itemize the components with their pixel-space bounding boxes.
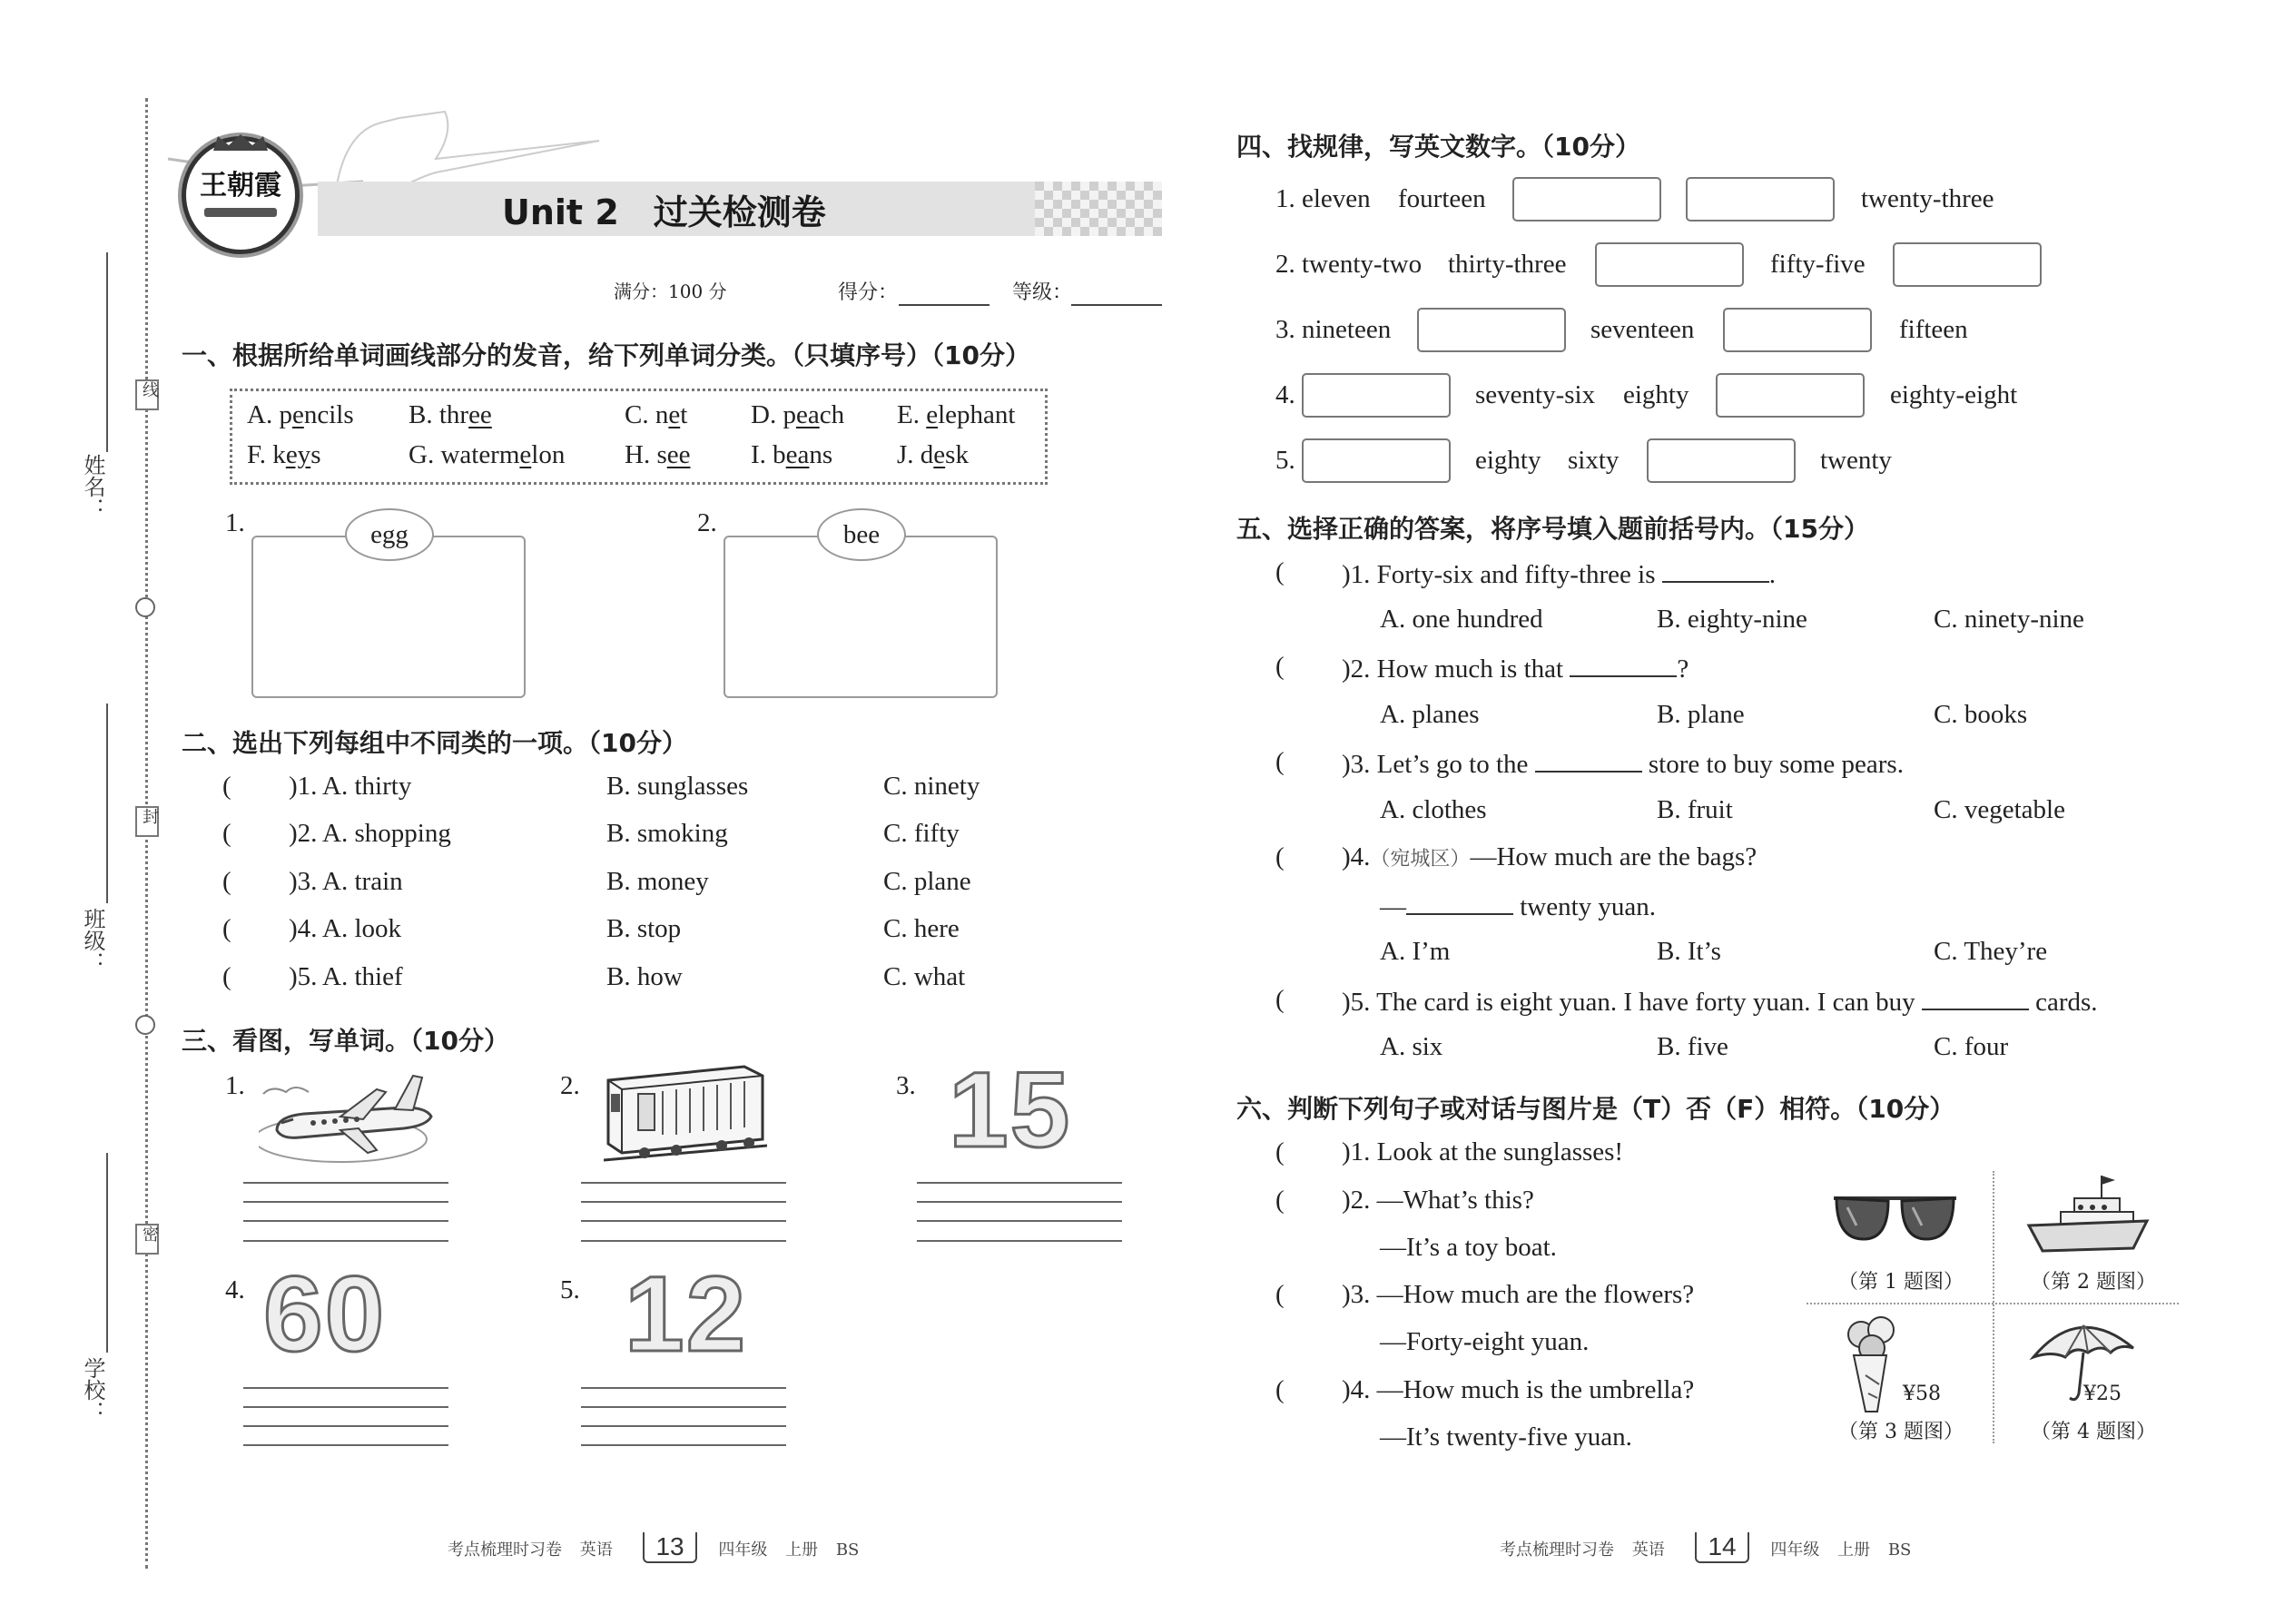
- s2-option-a: )4. A. look: [289, 914, 402, 943]
- s4-row3-box1[interactable]: [1417, 308, 1566, 352]
- s4-row4-num: 4.: [1275, 380, 1295, 409]
- crown-icon: [209, 133, 272, 153]
- binding-circle-2: [135, 1015, 155, 1035]
- picture-2-line-2[interactable]: [581, 1201, 786, 1203]
- s5-q5-a: A. six: [1380, 1032, 1443, 1061]
- s2-answer-paren[interactable]: (: [222, 914, 231, 943]
- word-bank-item: C. net: [625, 400, 688, 429]
- s4-row1-box1[interactable]: [1512, 177, 1661, 221]
- s4-row2-t2: fifty-five: [1770, 250, 1866, 279]
- picture-2-line-4[interactable]: [581, 1240, 786, 1242]
- page-title: Unit 2 过关检测卷: [502, 192, 826, 232]
- s5-q3-b: B. fruit: [1657, 795, 1733, 824]
- s4-row5-t1: eighty: [1475, 446, 1541, 475]
- s2-option-b: B. money: [606, 867, 709, 896]
- seal-mark-3: 密: [135, 1224, 159, 1255]
- s2-option-b: B. how: [606, 962, 683, 991]
- picture-5-line-1[interactable]: [581, 1387, 786, 1389]
- s5-q4-line2: — twenty yuan.: [1380, 890, 1656, 922]
- footer-left-grade: 四年级: [718, 1540, 768, 1560]
- s5-q3: [1342, 747, 1904, 780]
- grade-field[interactable]: [1071, 304, 1162, 306]
- picture-5-line-4[interactable]: [581, 1444, 786, 1446]
- picture-3-number-image: 15: [949, 1050, 1072, 1170]
- s6-q1: )1. Look at the sunglasses!: [1342, 1137, 1624, 1166]
- footer-left: [448, 1532, 859, 1563]
- s2-option-c: C. what: [883, 962, 966, 991]
- logo-text: 王朝霞: [200, 170, 281, 202]
- s5-q4-c: C. They’re: [1934, 937, 2048, 966]
- s4-row1-num: 1. eleven: [1275, 184, 1371, 213]
- s5-q2-blank[interactable]: [1570, 652, 1677, 677]
- picture-5-line-2[interactable]: [581, 1406, 786, 1408]
- score-field[interactable]: [899, 304, 989, 306]
- word-bank-item: F. keys: [247, 440, 321, 469]
- footer-right: [1500, 1532, 1911, 1563]
- s5-q4-question: —How much are the bags?: [1470, 842, 1757, 871]
- s4-row3-box2[interactable]: [1723, 308, 1872, 352]
- s4-row5-num: 5.: [1275, 446, 1295, 475]
- group-2-word-bubble: bee: [817, 508, 906, 561]
- grade-label: 等级：: [1012, 281, 1073, 304]
- picture-2-number: 2.: [560, 1071, 580, 1100]
- s5-q1: [1342, 557, 1776, 590]
- s2-option-b: B. stop: [606, 914, 682, 943]
- word-bank-item: E. elephant: [897, 400, 1016, 429]
- s5-q2-c: C. books: [1934, 700, 2028, 729]
- caption-3: （第 3 题图）: [1838, 1421, 1964, 1443]
- s5-q4-blank[interactable]: [1406, 890, 1513, 915]
- s5-q2-text: )2. How much is that: [1342, 655, 1564, 684]
- s4-row2-box1[interactable]: [1595, 242, 1744, 287]
- s4-row4-box1[interactable]: [1302, 373, 1451, 418]
- s6-q2-answer: —It’s a toy boat.: [1380, 1233, 1557, 1262]
- s5-q5-blank[interactable]: [1922, 985, 2029, 1010]
- word-bank-item: G. watermelon: [409, 440, 566, 469]
- s5-q4-paren[interactable]: (: [1275, 842, 1285, 871]
- s5-q5-end: cards.: [2035, 988, 2098, 1017]
- s5-q4-region: （宛城区）: [1370, 848, 1471, 871]
- s5-q5: [1342, 985, 2098, 1018]
- s5-q4-answer-text: twenty yuan.: [1520, 892, 1657, 921]
- group-2-number: 2.: [697, 508, 717, 537]
- s4-row3-t1: seventeen: [1590, 315, 1695, 344]
- s2-option-c: C. plane: [883, 867, 971, 896]
- picture-4-line-2[interactable]: [243, 1406, 448, 1408]
- school-line[interactable]: [106, 1153, 108, 1353]
- s4-row5-t2: sixty: [1568, 446, 1620, 475]
- picture-3-number: 3.: [896, 1071, 916, 1100]
- s5-q5-paren[interactable]: (: [1275, 985, 1285, 1014]
- s4-row4-box2[interactable]: [1716, 373, 1865, 418]
- picture-grid-vline: [1993, 1171, 1994, 1443]
- s5-q1-end: .: [1768, 560, 1777, 589]
- picture-2-line-3[interactable]: [581, 1220, 786, 1222]
- s5-q1-b: B. eighty-nine: [1657, 605, 1807, 634]
- s2-option-b: B. smoking: [606, 819, 728, 848]
- s2-option-b: B. sunglasses: [606, 772, 749, 801]
- class-label: 班级：: [80, 908, 105, 973]
- section2-title: 二、选出下列每组中不同类的一项。（10分）: [182, 728, 687, 758]
- s6-q3: )3. —How much are the flowers?: [1342, 1280, 1695, 1309]
- s6-q3-answer: —Forty-eight yuan.: [1380, 1327, 1590, 1356]
- seal-mark-2: 封: [135, 806, 159, 837]
- picture-1-number: 1.: [225, 1071, 245, 1100]
- s4-row1-box2[interactable]: [1686, 177, 1835, 221]
- s6-q3-paren[interactable]: (: [1275, 1280, 1285, 1309]
- class-line[interactable]: [106, 704, 108, 903]
- s5-q5-text: )5. The card is eight yuan. I have forty yuan. I can buy: [1342, 988, 1915, 1017]
- picture-5-number: 5.: [560, 1275, 580, 1304]
- umbrella-price: ¥25: [2083, 1383, 2122, 1405]
- brand-logo: [182, 136, 300, 254]
- group-1-word-bubble: egg: [345, 508, 434, 561]
- s5-q1-blank[interactable]: [1662, 557, 1769, 583]
- picture-4-number: 4.: [225, 1275, 245, 1304]
- word-bank-item: H. see: [625, 440, 691, 469]
- picture-1-line-1[interactable]: [243, 1182, 448, 1184]
- s5-q3-end: store to buy some pears.: [1648, 750, 1904, 779]
- word-bank-item: I. beans: [751, 440, 833, 469]
- s6-q4: )4. —How much is the umbrella?: [1342, 1375, 1695, 1404]
- binding-circle-1: [135, 597, 155, 617]
- s5-q2-b: B. plane: [1657, 700, 1745, 729]
- s4-row5-box2[interactable]: [1647, 438, 1796, 483]
- picture-5-number-image: 12: [625, 1255, 748, 1374]
- s6-q1-paren[interactable]: (: [1275, 1137, 1285, 1166]
- s2-answer-paren[interactable]: (: [222, 819, 231, 848]
- picture-3-line-1[interactable]: [917, 1182, 1122, 1184]
- s5-q3-text: )3. Let’s go to the: [1342, 750, 1529, 779]
- airplane-icon: [259, 1067, 440, 1166]
- picture-4-line-4[interactable]: [243, 1444, 448, 1446]
- footer-left-subject: 英语: [579, 1540, 613, 1560]
- name-label: 姓名：: [80, 454, 105, 519]
- score-label: 得分：: [838, 281, 899, 304]
- school-label: 学校：: [80, 1357, 105, 1422]
- word-bank-item: J. desk: [897, 440, 969, 469]
- s2-option-a: )3. A. train: [289, 867, 403, 896]
- picture-5-line-3[interactable]: [581, 1425, 786, 1427]
- seal-mark-1: 线: [135, 379, 159, 410]
- picture-4-line-3[interactable]: [243, 1425, 448, 1427]
- caption-4: （第 4 题图）: [2031, 1421, 2156, 1443]
- section3-title: 三、看图，写单词。（10分）: [182, 1026, 509, 1056]
- footer-right-volume: 上册: [1837, 1540, 1871, 1560]
- toy-boat-icon: [2024, 1171, 2151, 1262]
- s4-row4-t2: eighty: [1623, 380, 1689, 409]
- s5-q2-end: ?: [1677, 655, 1689, 684]
- s4-row5-t3: twenty: [1820, 446, 1892, 475]
- s5-q5-b: B. five: [1657, 1032, 1728, 1061]
- word-bank-item: B. three: [409, 400, 492, 429]
- word-bank-item: A. pencils: [247, 400, 354, 429]
- s2-answer-paren[interactable]: (: [222, 772, 231, 801]
- s2-option-a: )5. A. thief: [289, 962, 403, 991]
- footer-left-book: 考点梳理时习卷: [448, 1540, 562, 1560]
- picture-4-line-1[interactable]: [243, 1387, 448, 1389]
- picture-3-line-3[interactable]: [917, 1220, 1122, 1222]
- picture-2-line-1[interactable]: [581, 1182, 786, 1184]
- s6-q4-paren[interactable]: (: [1275, 1375, 1285, 1404]
- name-line[interactable]: [106, 252, 108, 452]
- s2-answer-paren[interactable]: (: [222, 962, 231, 991]
- picture-grid-hline: [1807, 1303, 2179, 1304]
- s5-q4-a: A. I’m: [1380, 937, 1451, 966]
- footer-right-grade: 四年级: [1770, 1540, 1820, 1560]
- footer-right-subject: 英语: [1631, 1540, 1665, 1560]
- s6-q4-answer: —It’s twenty-five yuan.: [1380, 1422, 1632, 1452]
- s5-q4: [1342, 842, 1757, 872]
- word-bank-item: D. peach: [751, 400, 845, 429]
- s5-q4-b: B. It’s: [1657, 937, 1721, 966]
- s5-q2-paren[interactable]: (: [1275, 652, 1285, 681]
- section6-title: 六、判断下列句子或对话与图片是（T）否（F）相符。（10分）: [1236, 1094, 1955, 1124]
- s6-q2: )2. —What’s this?: [1342, 1186, 1534, 1215]
- section4-title: 四、找规律，写英文数字。（10分）: [1236, 132, 1640, 162]
- s5-q1-text: )1. Forty-six and fifty-three is: [1342, 560, 1656, 589]
- s5-q4-text: )4.: [1342, 842, 1371, 871]
- s4-row2-num: 2. twenty-two: [1275, 250, 1423, 279]
- s4-row1-t1: fourteen: [1398, 184, 1486, 213]
- picture-4-number-image: 60: [263, 1255, 387, 1374]
- picture-3-line-2[interactable]: [917, 1201, 1122, 1203]
- s5-q2-a: A. planes: [1380, 700, 1480, 729]
- picture-1-line-3[interactable]: [243, 1220, 448, 1222]
- caption-2: （第 2 题图）: [2031, 1271, 2156, 1294]
- footer-left-page: 13: [643, 1532, 696, 1563]
- flowers-price: ¥58: [1903, 1383, 1941, 1405]
- train-icon: [604, 1062, 767, 1166]
- s5-q1-c: C. ninety-nine: [1934, 605, 2084, 634]
- footer-left-volume: 上册: [785, 1540, 819, 1560]
- s2-option-a: )2. A. shopping: [289, 819, 451, 848]
- footer-right-book: 考点梳理时习卷: [1500, 1540, 1614, 1560]
- s2-option-a: )1. A. thirty: [289, 772, 412, 801]
- s2-option-c: C. ninety: [883, 772, 980, 801]
- picture-1-line-2[interactable]: [243, 1201, 448, 1203]
- s4-row2-t1: thirty-three: [1448, 250, 1567, 279]
- group-1-number: 1.: [225, 508, 245, 537]
- s5-q3-blank[interactable]: [1535, 747, 1642, 773]
- s5-q3-c: C. vegetable: [1934, 795, 2065, 824]
- picture-1-line-4[interactable]: [243, 1240, 448, 1242]
- s5-q5-c: C. four: [1934, 1032, 2009, 1061]
- section1-title: 一、根据所给单词画线部分的发音，给下列单词分类。（只填序号）（10分）: [182, 340, 1030, 370]
- s4-row1-t2: twenty-three: [1861, 184, 1994, 213]
- s5-q1-a: A. one hundred: [1380, 605, 1543, 634]
- s5-q1-paren[interactable]: (: [1275, 557, 1285, 586]
- s4-row3-t2: fifteen: [1899, 315, 1968, 344]
- caption-1: （第 1 题图）: [1838, 1271, 1964, 1294]
- s5-q2: [1342, 652, 1689, 684]
- s4-row4-t1: seventy-six: [1475, 380, 1596, 409]
- full-score: 满分：100 分: [614, 281, 727, 302]
- s4-row2-box2[interactable]: [1893, 242, 2042, 287]
- picture-3-line-4[interactable]: [917, 1240, 1122, 1242]
- s4-row4-t3: eighty-eight: [1890, 380, 2018, 409]
- s4-row5-box1[interactable]: [1302, 438, 1451, 483]
- s5-q3-paren[interactable]: (: [1275, 747, 1285, 776]
- s2-answer-paren[interactable]: (: [222, 867, 231, 896]
- sunglasses-icon: [1829, 1185, 1961, 1248]
- footer-right-page: 14: [1695, 1532, 1748, 1563]
- footer-left-edition: BS: [835, 1540, 860, 1560]
- s2-option-c: C. here: [883, 914, 960, 943]
- s6-q2-paren[interactable]: (: [1275, 1186, 1285, 1215]
- section5-title: 五、选择正确的答案，将序号填入题前括号内。（15分）: [1236, 514, 1869, 544]
- footer-right-edition: BS: [1887, 1540, 1912, 1560]
- s2-option-c: C. fifty: [883, 819, 960, 848]
- s4-row3-num: 3. nineteen: [1275, 315, 1392, 344]
- s5-q3-a: A. clothes: [1380, 795, 1487, 824]
